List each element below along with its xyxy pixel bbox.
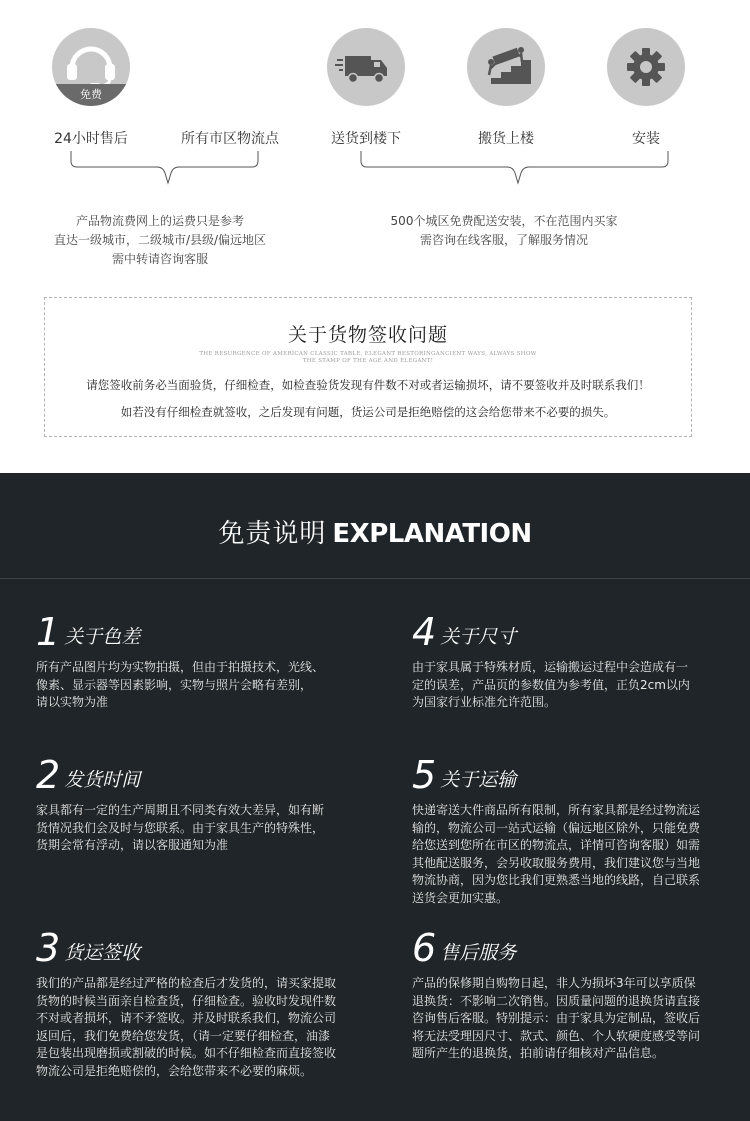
- body-line: 定的误差，产品页的参数值为参考值，正负2cm以内: [412, 677, 690, 692]
- explanation-title-cn: 免责说明: [218, 519, 327, 549]
- body-line: 返回后，我们免费给您发货，（请一定要仔细检查，油漆: [36, 1028, 331, 1043]
- body-line: 所有产品图片均为实物拍摄，但由于拍摄技术，光线、: [36, 660, 325, 674]
- body-line: 是包装出现磨损或割破的时候。如不仔细检查而直接签收: [36, 1046, 337, 1060]
- sign-line-2: 如若没有仔细检查就签收，之后发现有问题，货运公司是拒绝赔偿的这会给您带来不必要的损失。: [120, 405, 616, 419]
- body-line: 将无法受理因尺寸、款式、颜色、个人软硬度感受等问: [412, 1028, 701, 1043]
- service-label: 送货到楼下: [331, 131, 401, 147]
- body-line: 请以实物为准: [36, 695, 109, 709]
- item-body: [36, 802, 366, 855]
- service-label: 24小时售后: [54, 131, 128, 147]
- item-number: 1: [36, 610, 61, 654]
- explanation-title-en: EXPLANATION: [332, 519, 532, 549]
- note-line: 直达一级城市，二级城市/县级/偏远地区: [53, 233, 267, 247]
- body-line: 由于家具属于特殊材质，运输搬运过程中会造成有一: [412, 660, 689, 674]
- explanation-item: [36, 611, 366, 712]
- note-line: 500个城区免费配送安装，不在范围内买家: [390, 214, 618, 228]
- delivery-truck-icon: [327, 28, 405, 106]
- explanation-item: [36, 927, 366, 1080]
- explanation-section: [0, 473, 750, 1121]
- item-title: 售后服务: [440, 942, 517, 964]
- explanation-title: [0, 513, 750, 550]
- explanation-item: [412, 754, 742, 907]
- item-number: 4: [412, 610, 437, 654]
- item-title: 关于运输: [440, 769, 517, 791]
- body-line: 不对或者损坏，请不矛签收。并及时联系我们，物流公司: [36, 1011, 337, 1025]
- service-label: 所有市区物流点: [181, 131, 279, 147]
- service-delivery: [296, 28, 436, 148]
- body-line: 产品的保修期自购物日起，非人为损坏3年可以享质保: [412, 976, 696, 990]
- body-line: 快递寄送大件商品所有限制，所有家具都是经过物流运: [412, 803, 701, 817]
- body-line: 为国家行业标准允许范围。: [412, 695, 557, 709]
- sign-subtitle: THE RESURGENCE OF AMERICAN CLASSIC TABLE, ELEGANT RESTORINGANCIENT WAYS, ALWAYS SHOW THE STAMP OF THE AGE AND ELEGANT!: [199, 351, 537, 364]
- service-logistics: [160, 28, 300, 148]
- explanation-header: [0, 473, 750, 578]
- service-carry-upstairs: [436, 28, 576, 148]
- body-line: 货情况我们会及时与您联系。由于家具生产的特殊性，: [36, 820, 325, 835]
- explanation-item: [36, 754, 366, 855]
- body-line: 像素、显示器等因素影响，实物与照片会略有差别，: [36, 677, 313, 692]
- item-number: 2: [36, 753, 61, 797]
- body-line: 物流协商，因为您比我们更熟悉当地的线路，自己联系: [412, 873, 701, 887]
- body-line: 家具都有一定的生产周期且不同类有效大差异，如有断: [36, 803, 325, 817]
- explanation-item: [412, 611, 742, 712]
- service-label: 搬货上楼: [478, 131, 534, 147]
- service-icons-row: [0, 28, 750, 158]
- body-line: 其他配送服务，会另收取服务费用，我们建议您与当地: [412, 855, 701, 870]
- sign-notice-box: [44, 297, 692, 437]
- body-line: 退换货：不影响二次销售。因质量问题的退换货请直接: [412, 993, 701, 1008]
- item-body: [412, 659, 742, 712]
- note-line: 需咨询在线客服，了解服务情况: [419, 233, 588, 247]
- divider: [0, 578, 750, 579]
- item-title: 发货时间: [64, 769, 141, 791]
- body-line: 货物的时候当面亲自检查货，仔细检查。验收时发现件数: [36, 993, 337, 1008]
- item-title: 关于色差: [64, 626, 141, 648]
- right-brace: [360, 150, 670, 186]
- gear-icon: [607, 28, 685, 106]
- item-title: 货运签收: [64, 942, 141, 964]
- item-body: [36, 659, 366, 712]
- body-line: 我们的产品都是经过严格的检查后才发货的，请买家提取: [36, 976, 337, 990]
- body-line: 物流公司是拒绝赔偿的，会给您带来不必要的麻烦。: [36, 1063, 313, 1078]
- item-body: [412, 975, 742, 1063]
- service-install: [576, 28, 716, 148]
- carry-stairs-icon: [467, 28, 545, 106]
- service-label: 安装: [632, 131, 660, 147]
- service-after-sales: [21, 28, 161, 148]
- body-line: 咨询售后客服。特别提示：由于家具为定制品，签收后: [412, 1011, 701, 1025]
- body-line: 输的，物流公司一站式运输（偏远地区除外，只能免费: [412, 820, 701, 835]
- sign-title: 关于货物签收问题: [287, 324, 448, 346]
- body-line: 送货会更加实惠。: [412, 890, 509, 905]
- left-brace: [70, 150, 260, 186]
- note-line: 产品物流费网上的运费只是参考: [75, 214, 244, 228]
- free-install-note: [364, 212, 644, 250]
- item-body: [412, 802, 742, 907]
- item-body: [36, 975, 366, 1080]
- headset-icon: [52, 28, 130, 106]
- body-line: 给您送到您所在市区的物流点，详情可咨询客服）如需: [412, 838, 701, 852]
- shipping-fee-note: [30, 212, 290, 269]
- item-number: 3: [36, 926, 61, 970]
- body-line: 货期会常有浮动，请以客服通知为准: [36, 838, 229, 852]
- note-line: 需中转请咨询客服: [111, 252, 208, 266]
- item-number: 5: [412, 753, 437, 797]
- body-line: 题所产生的退换货，拍前请仔细核对产品信息。: [412, 1046, 665, 1060]
- sign-line-1: 请您签收前务必当面验货，仔细检查，如检查验货发现有件数不对或者运输损坏，请不要签收并及时联系我们！: [86, 378, 650, 392]
- explanation-item: [412, 927, 742, 1063]
- free-badge: 免费: [52, 84, 130, 106]
- item-title: 关于尺寸: [440, 626, 517, 648]
- item-number: 6: [412, 926, 437, 970]
